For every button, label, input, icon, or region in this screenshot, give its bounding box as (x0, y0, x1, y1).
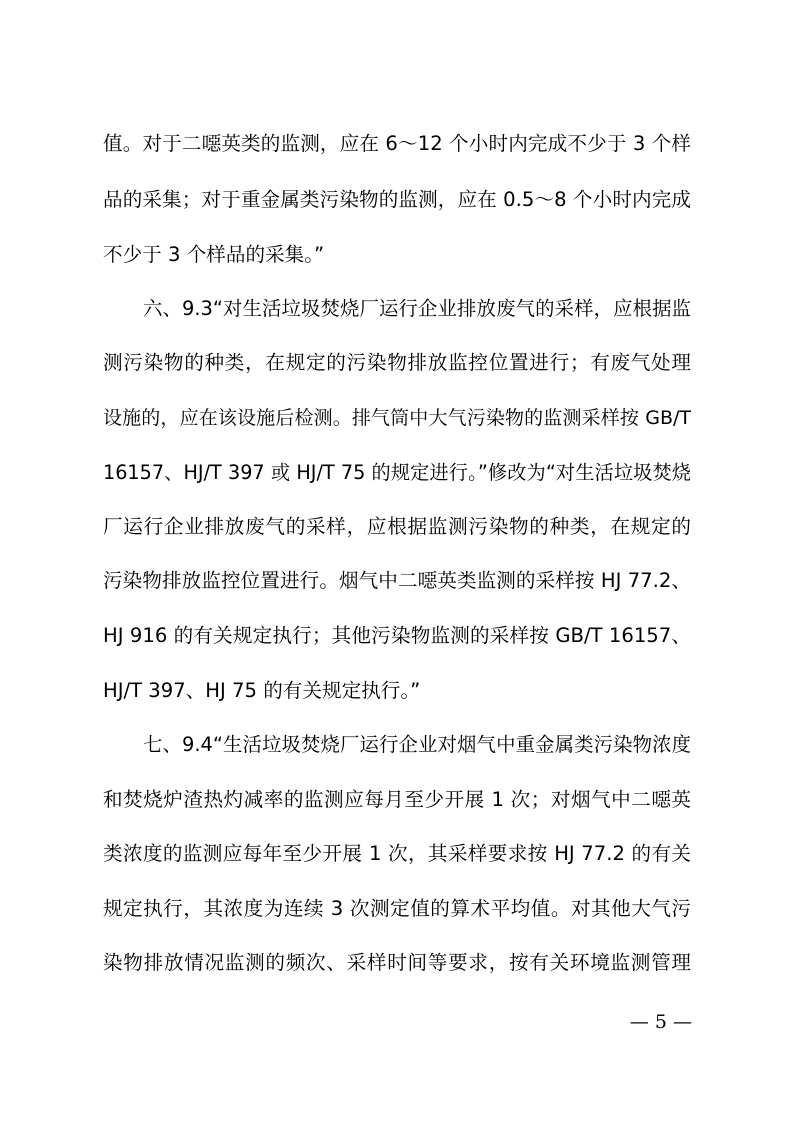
text-line: 七、9.4“生活垃圾焚烧厂运行企业对烟气中重金属类污染物浓度 (143, 733, 691, 756)
text-line: HJ/T 397、HJ 75 的有关规定执行。” (103, 679, 421, 702)
text-line: 设施的，应在该设施后检测。排气筒中大气污染物的监测采样按 GB/T (103, 407, 691, 429)
text-line: 不少于 3 个样品的采集。” (103, 243, 325, 266)
text-line: 厂运行企业排放废气的采样，应根据监测污染物的种类，在规定的 (103, 515, 691, 538)
text-line: 值。对于二噁英类的监测，应在 6～12 个小时内完成不少于 3 个样 (103, 132, 691, 155)
text-line: 规定执行，其浓度为连续 3 次测定值的算术平均值。对其他大气污 (103, 897, 691, 920)
text-line: 16157、HJ/T 397 或 HJ/T 75 的规定进行。”修改为“对生活垃圾焚烧 (103, 461, 691, 484)
text-line: 类浓度的监测应每年至少开展 1 次，其采样要求按 HJ 77.2 的有关 (103, 842, 691, 865)
text-line: 品的采集；对于重金属类污染物的监测，应在 0.5～8 个小时内完成 (103, 188, 691, 211)
text-line: 测污染物的种类，在规定的污染物排放监控位置进行；有废气处理 (103, 351, 691, 374)
text-line: HJ 916 的有关规定执行；其他污染物监测的采样按 GB/T 16157、 (103, 624, 691, 647)
text-line: 六、9.3“对生活垃圾焚烧厂运行企业排放废气的采样，应根据监 (143, 297, 691, 320)
page-number: — 5 — (629, 1011, 692, 1033)
text-line: 染物排放情况监测的频次、采样时间等要求，按有关环境监测管理 (103, 951, 691, 974)
text-line: 和焚烧炉渣热灼减率的监测应每月至少开展 1 次；对烟气中二噁英 (103, 788, 691, 811)
text-line: 污染物排放监控位置进行。烟气中二噁英类监测的采样按 HJ 77.2、 (103, 569, 691, 592)
